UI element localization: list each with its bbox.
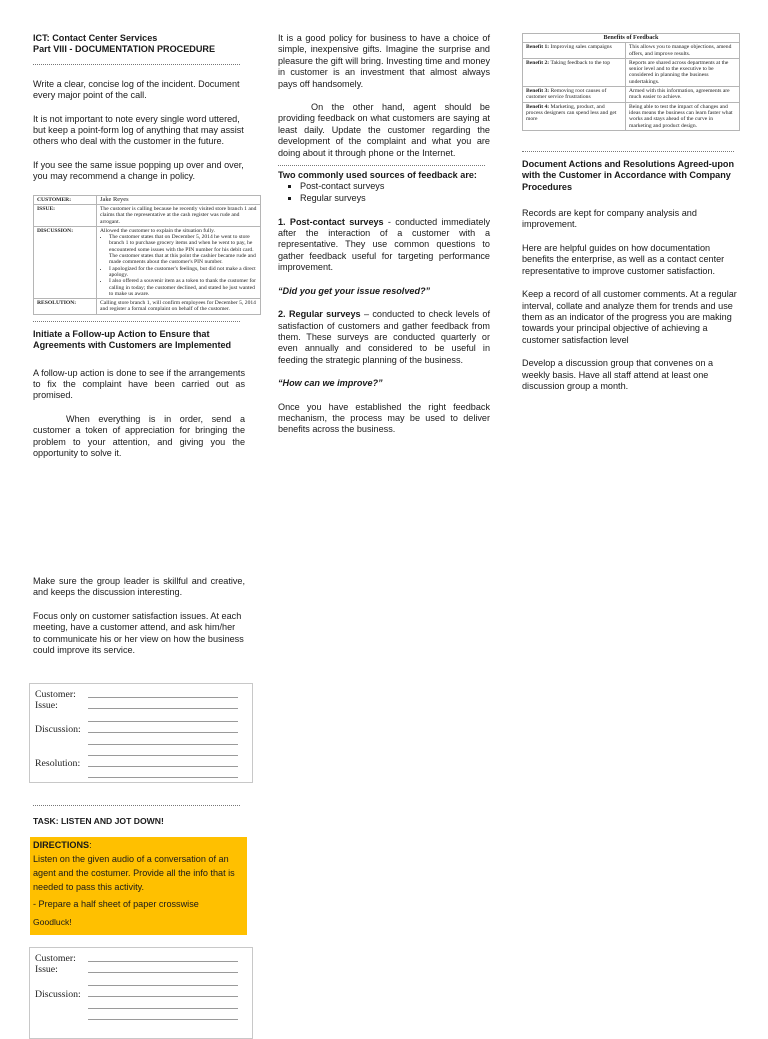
blank-line[interactable]	[88, 697, 238, 698]
blank-line[interactable]	[88, 755, 238, 756]
benefit-name: Benefit 4: Marketing, product, and process designers can spend less and get more	[523, 102, 626, 130]
paragraph: On the other hand, agent should be providing feedback on what customers are saying at least daily. Update the customer regarding the development of the complaint and what you are doing about it through phone or the Internet.	[278, 102, 490, 158]
list-item: ▪ Post-contact surveys	[300, 181, 490, 193]
blank-line[interactable]	[88, 777, 238, 778]
table-row	[34, 195, 261, 204]
benefit-desc: This allows you to manage objections, amend offers, and improve results.	[626, 43, 740, 59]
paragraph: Write a clear, concise log of the incident. Document every major point of the call.	[33, 78, 240, 101]
divider	[33, 805, 240, 806]
customer-label: CUSTOMER:	[34, 195, 97, 204]
task-heading: TASK: LISTEN AND JOT DOWN!	[33, 816, 164, 826]
column-3	[522, 33, 740, 392]
blank-line[interactable]	[88, 1019, 238, 1020]
paragraph: When everything is in order, send a customer a token of appreciation for bringing the problem to your attention, and giving you the opportunity to solve it.	[33, 413, 245, 458]
benefit-desc: Armed with this information, agreements are much easier to achieve.	[626, 87, 740, 103]
survey-question: “Did you get your issue resolved?”	[278, 285, 431, 296]
paragraph: It is a good policy for business to have a choice of simple, inexpensive gifts. Imagine the surprise and pleasure the gift will bring. Investing time and money in customer is an investment that almost always pays off handsomely.	[278, 33, 490, 89]
paragraph: Records are kept for company analysis and improvement.	[522, 208, 697, 230]
post-contact-body: - conducted immediately after the interaction of a customer with a representative. They use common questions to gather feedback useful for targeting performance improvement.	[278, 216, 491, 273]
directions-box	[30, 837, 247, 935]
blank-line[interactable]	[88, 708, 238, 709]
customer-label: Customer:	[35, 689, 76, 700]
benefit-desc: Being able to test the impact of changes and ideas means the business can learn faster what works and stays ahead of the curve in marketing and product design.	[626, 102, 740, 130]
list-item: • The customer states that on December 5, 2014 he went to store branch 1 to purchase grocery items and when he went to pay, he encountered some issues with the PIN number for his debit card. The customer states that at this point the cashier became rude and made comments about the customer's PIN number.	[109, 234, 257, 265]
benefits-header: Benefits of Feedback	[523, 34, 740, 43]
blank-line[interactable]	[88, 996, 238, 997]
sources-list	[278, 181, 490, 204]
regular-body: – conducted to check levels of satisfaction of customers and gather feedback from them. These surveys are conducted quarterly or even annually and considered to be useful in feeding the strategic planning of the business.	[278, 309, 490, 365]
issue-label: ISSUE:	[34, 204, 97, 226]
benefit-name: Benefit 3: Removing root causes of customer service frustrations	[523, 87, 626, 103]
section-heading: Document Actions and Resolutions Agreed-upon with the Customer in Accordance with Company Procedures	[522, 158, 735, 192]
discussion-value	[97, 226, 261, 298]
lower-block	[33, 576, 245, 656]
issue-value: The customer is calling because he recently visited store branch 1 and claims that the representative at the cash register was rude and arrogant.	[97, 204, 261, 226]
regular-title: 2. Regular surveys	[278, 309, 361, 320]
paragraph: A follow-up action is done to see if the arrangements to fix the complaint have been carried out as promised.	[33, 367, 245, 401]
divider	[278, 165, 485, 166]
discussion-label: Discussion:	[35, 989, 81, 1000]
benefit-desc: Reports are shared across departments at the senior level and to the executive to be considered in planning the business undertakings.	[626, 58, 740, 86]
blank-line[interactable]	[88, 766, 238, 767]
table-row	[34, 204, 261, 226]
customer-value: Jake Reyes	[97, 195, 261, 204]
discussion-label: DISCUSSION:	[34, 226, 97, 298]
divider	[522, 151, 734, 152]
list-item: • I apologized for the customer's feelings, but did not make a direct apology.	[109, 266, 257, 279]
blank-line[interactable]	[88, 961, 238, 962]
table-row	[523, 58, 740, 86]
directions-title: DIRECTIONS:	[33, 840, 92, 850]
resolution-label: Resolution:	[35, 758, 81, 769]
customer-label: Customer:	[35, 953, 76, 964]
doc-title: ICT: Contact Center Services	[33, 33, 158, 43]
table-row	[523, 87, 740, 103]
table-row	[523, 102, 740, 130]
blank-line[interactable]	[88, 972, 238, 973]
log-form-2	[29, 947, 253, 1039]
paragraph: Keep a record of all customer comments. At a regular interval, collate and analyze them for trends and use them as an indicator of the progress you are making towards your principal objective of achieving a customer satisfaction level	[522, 289, 737, 345]
issue-label: Issue:	[35, 700, 58, 711]
discussion-label: Discussion:	[35, 724, 81, 735]
directions-body: Listen on the given audio of a conversation of an agent and the costumer. Provide all the info that is needed to pass this activity.	[33, 854, 235, 892]
doc-subtitle: Part VIII - DOCUMENTATION PROCEDURE	[33, 44, 216, 55]
resolution-label: RESOLUTION:	[34, 299, 97, 315]
blank-line[interactable]	[88, 732, 238, 733]
paragraph: It is not important to note every single word uttered, but keep a point-form log of anything that may assist others who deal with the customer in the future.	[33, 113, 244, 147]
table-row	[523, 34, 740, 43]
paragraph: Develop a discussion group that convenes on a weekly basis. Have all staff attend at least one discussion group a month.	[522, 358, 714, 391]
blank-line[interactable]	[88, 985, 238, 986]
blank-line[interactable]	[88, 744, 238, 745]
table-row	[34, 226, 261, 298]
section-heading: Initiate a Follow-up Action to Ensure that Agreements with Customers are Implemented	[33, 328, 232, 351]
blank-line[interactable]	[88, 1008, 238, 1009]
discussion-intro: Allowed the customer to explain the situation fully.	[100, 227, 215, 234]
resolution-value: Calling store branch 1, will confirm employees for December 5, 2014 and register a formal complaint on behalf of the customer.	[97, 299, 261, 315]
incident-log-table	[33, 195, 261, 315]
post-contact-paragraph	[278, 217, 490, 274]
section-heading: Two commonly used sources of feedback are:	[278, 170, 477, 181]
discussion-list	[100, 234, 257, 297]
benefit-name: Benefit 1: Improving sales campaigns	[523, 43, 626, 59]
paragraph: Here are helpful guides on how documentation benefits the enterprise, as well as a contact center representative to improve customer satisfaction.	[522, 242, 725, 276]
table-row	[34, 299, 261, 315]
paragraph: Focus only on customer satisfaction issues. At each meeting, have a customer attend, and ask him/her to communicate his or her view on how the business could improve its service.	[33, 610, 244, 656]
divider	[33, 321, 240, 322]
directions-bullet: - Prepare a half sheet of paper crosswise	[33, 899, 199, 909]
regular-paragraph	[278, 309, 490, 366]
divider	[33, 64, 240, 65]
blank-line[interactable]	[88, 721, 238, 722]
issue-label: Issue:	[35, 964, 58, 975]
benefit-name: Benefit 2: Taking feedback to the top	[523, 58, 626, 86]
list-item: ▪ Regular surveys	[300, 193, 490, 205]
directions-closing: Goodluck!	[33, 917, 72, 927]
column-1	[33, 33, 257, 459]
paragraph: Make sure the group leader is skillful and creative, and keeps the discussion interesting.	[33, 576, 245, 598]
survey-question: “How can we improve?”	[278, 378, 383, 389]
post-contact-title: 1. Post-contact surveys	[278, 216, 384, 227]
table-row	[523, 43, 740, 59]
benefits-table	[522, 33, 740, 131]
column-2	[278, 33, 490, 436]
paragraph: Once you have established the right feedback mechanism, the process may be used to deliver benefits across the business.	[278, 401, 490, 435]
log-form	[29, 683, 253, 783]
paragraph: If you see the same issue popping up over and over, you may recommend a change in policy.	[33, 159, 244, 182]
list-item: • I also offered a souvenir item as a token to thank the customer for calling in today; the customer declined, and stated he just wanted to make us aware.	[109, 278, 257, 297]
